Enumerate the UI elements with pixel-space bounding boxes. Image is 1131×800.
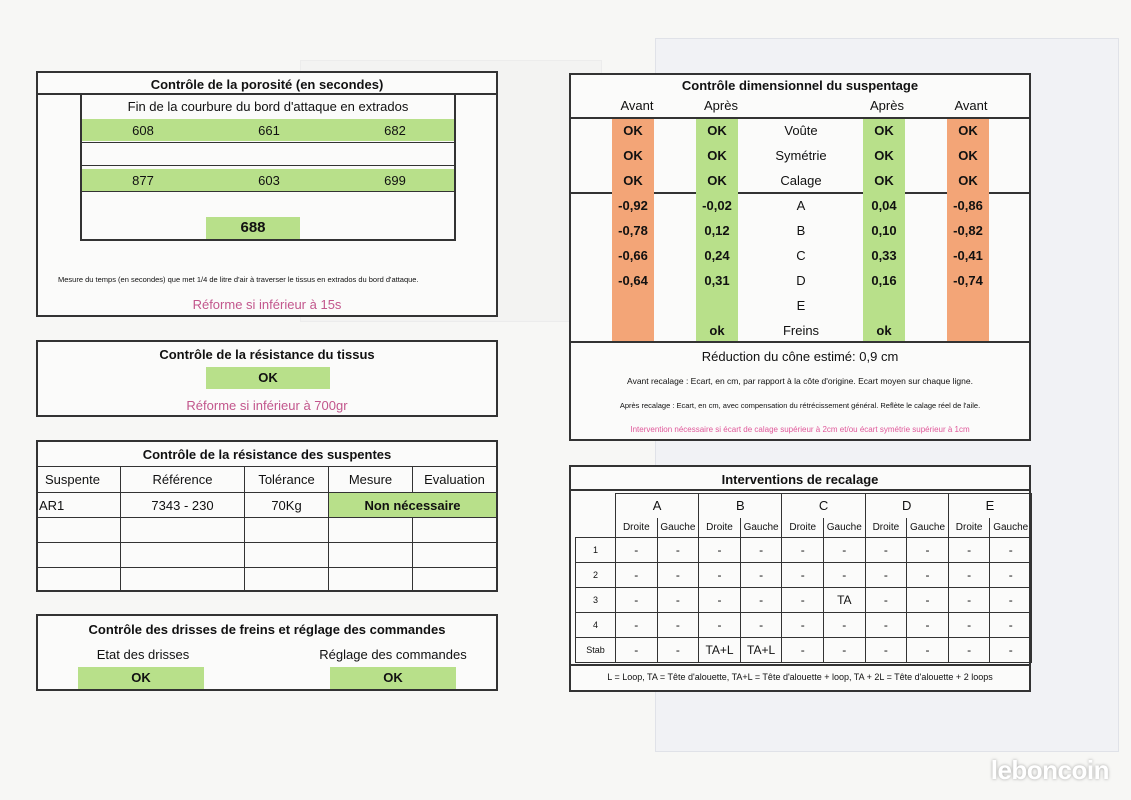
dimensional-value: -0,86 — [953, 198, 983, 213]
intervention-cell: - — [699, 613, 741, 638]
fabric-panel — [36, 340, 498, 417]
dimensional-row-label: A — [796, 198, 806, 213]
intervention-cell: - — [865, 638, 907, 663]
intervention-cell: - — [740, 613, 782, 638]
intervention-cell: - — [990, 538, 1032, 563]
dimensional-value: -0,74 — [953, 273, 983, 288]
intervention-group-header: C — [782, 494, 865, 518]
dimensional-value: -0,92 — [618, 198, 648, 213]
brakes-left-label: Etat des drisses — [96, 647, 190, 662]
intervention-cell: - — [990, 638, 1032, 663]
dimensional-value: -0,02 — [702, 198, 732, 213]
intervention-cell: - — [616, 538, 658, 563]
intervention-cell: - — [907, 613, 949, 638]
dimensional-value: OK — [707, 148, 727, 163]
dimensional-value: OK — [874, 123, 894, 138]
lines-panel — [36, 440, 498, 592]
dimensional-value: ok — [709, 323, 725, 338]
intervention-side-header: Droite — [699, 518, 741, 538]
fabric-reform: Réforme si inférieur à 700gr — [186, 398, 348, 413]
porosity-value: 682 — [384, 123, 406, 138]
dimensional-value: 0,33 — [871, 248, 897, 263]
intervention-side-header: Gauche — [740, 518, 782, 538]
brakes-panel — [36, 614, 498, 691]
dimensional-row-label: Calage — [780, 173, 822, 188]
intervention-row-label: Stab — [576, 638, 616, 663]
intervention-cell: - — [907, 538, 949, 563]
lines-header: Référence — [121, 467, 245, 493]
porosity-reform: Réforme si inférieur à 15s — [192, 297, 342, 312]
intervention-cell: TA — [824, 588, 866, 613]
intervention-cell: - — [616, 613, 658, 638]
intervention-cell: - — [865, 538, 907, 563]
intervention-cell: - — [948, 638, 990, 663]
brakes-right-label: Réglage des commandes — [319, 647, 467, 662]
porosity-value: 608 — [132, 123, 154, 138]
intervention-cell: - — [824, 563, 866, 588]
intervention-cell: - — [699, 563, 741, 588]
intervention-cell: - — [657, 638, 699, 663]
intervention-cell: - — [657, 588, 699, 613]
lines-cell-reference: 7343 - 230 — [121, 493, 245, 518]
dimensional-value: -0,66 — [618, 248, 648, 263]
intervention-cell: - — [990, 588, 1032, 613]
interventions-title: Interventions de recalage — [721, 472, 879, 487]
porosity-subtitle: Fin de la courbure du bord d'attaque en extrados — [127, 99, 409, 114]
dimensional-row-label: D — [796, 273, 806, 288]
interventions-panel — [569, 465, 1031, 692]
dimensional-value: OK — [623, 123, 643, 138]
dimensional-value: 0,04 — [871, 198, 897, 213]
intervention-cell: - — [907, 638, 949, 663]
intervention-row-label: 2 — [576, 563, 616, 588]
dimensional-row-label: Voûte — [784, 123, 818, 138]
lines-header: Suspente — [37, 467, 121, 493]
intervention-cell: - — [782, 613, 824, 638]
intervention-cell: - — [657, 563, 699, 588]
intervention-cell: - — [657, 613, 699, 638]
intervention-group-header: B — [699, 494, 782, 518]
intervention-cell: - — [990, 613, 1032, 638]
intervention-cell: - — [782, 538, 824, 563]
intervention-cell: - — [824, 638, 866, 663]
brakes-title: Contrôle des drisses de freins et réglage des commandes — [88, 622, 446, 637]
brakes-right-value: OK — [330, 667, 456, 689]
porosity-note: Mesure du temps (en secondes) que met 1/4 de litre d'air à traverser le tissus en extrados du bord d'attaque. — [58, 275, 419, 284]
intervention-cell: - — [824, 538, 866, 563]
intervention-cell: - — [740, 563, 782, 588]
dimensional-value: OK — [958, 123, 978, 138]
intervention-group-header: D — [865, 494, 948, 518]
dimensional-value: OK — [874, 148, 894, 163]
intervention-cell: - — [907, 563, 949, 588]
interventions-legend: L = Loop, TA = Tête d'alouette, TA+L = Tête d'alouette + loop, TA + 2L = Tête d'alouette + 2 loops — [607, 672, 993, 682]
intervention-cell: - — [740, 588, 782, 613]
dimensional-value: ok — [876, 323, 892, 338]
brakes-left-value: OK — [78, 667, 204, 689]
intervention-cell: - — [948, 538, 990, 563]
intervention-cell: TA+L — [740, 638, 782, 663]
dimensional-value: OK — [707, 123, 727, 138]
intervention-side-header: Gauche — [824, 518, 866, 538]
intervention-side-header: Droite — [782, 518, 824, 538]
dimensional-value: -0,78 — [618, 223, 648, 238]
dimensional-note: Après recalage : Ecart, en cm, avec compensation du rétrécissement général. Reflète le calage réel de l'aile. — [619, 401, 981, 410]
intervention-row-label: 4 — [576, 613, 616, 638]
intervention-group-header: A — [616, 494, 699, 518]
dimensional-value: OK — [623, 148, 643, 163]
dimensional-value: 0,31 — [704, 273, 730, 288]
intervention-cell: - — [699, 538, 741, 563]
intervention-cell: - — [865, 563, 907, 588]
porosity-panel — [36, 71, 498, 317]
dimensional-value: 0,16 — [871, 273, 897, 288]
dimensional-value: -0,41 — [953, 248, 983, 263]
intervention-cell: - — [948, 563, 990, 588]
intervention-side-header: Gauche — [907, 518, 949, 538]
col-header-apres: Après — [704, 98, 738, 113]
dimensional-value: OK — [623, 173, 643, 188]
dimensional-value: OK — [958, 148, 978, 163]
dimensional-note: Avant recalage : Ecart, en cm, par rapport à la côte d'origine. Ecart moyen sur chaque ligne. — [627, 376, 973, 386]
intervention-cell: - — [616, 563, 658, 588]
interventions-table — [575, 493, 1032, 663]
dimensional-note-warning: Intervention nécessaire si écart de calage supérieur à 2cm et/ou écart symétrie supérieur à 1cm — [630, 425, 970, 434]
intervention-cell: - — [865, 613, 907, 638]
dimensional-title: Contrôle dimensionnel du suspentage — [681, 78, 919, 93]
lines-title: Contrôle de la résistance des suspentes — [142, 447, 392, 462]
col-header-avant: Avant — [954, 98, 988, 113]
intervention-row-label: 1 — [576, 538, 616, 563]
dimensional-row-label: Freins — [782, 323, 820, 338]
dimensional-value: OK — [958, 173, 978, 188]
intervention-cell: - — [865, 588, 907, 613]
intervention-cell: - — [740, 538, 782, 563]
cone-reduction: Réduction du cône estimé: 0,9 cm — [701, 349, 899, 364]
intervention-group-header: E — [948, 494, 1031, 518]
intervention-cell: - — [616, 638, 658, 663]
intervention-cell: - — [616, 588, 658, 613]
intervention-cell: - — [907, 588, 949, 613]
intervention-side-header: Droite — [865, 518, 907, 538]
intervention-cell: - — [782, 588, 824, 613]
porosity-value: 603 — [258, 173, 280, 188]
dimensional-value: OK — [707, 173, 727, 188]
dimensional-value: 0,10 — [871, 223, 897, 238]
intervention-side-header: Droite — [616, 518, 658, 538]
col-header-avant: Avant — [620, 98, 654, 113]
intervention-cell: - — [990, 563, 1032, 588]
intervention-cell: TA+L — [699, 638, 741, 663]
intervention-cell: - — [948, 588, 990, 613]
intervention-cell: - — [782, 638, 824, 663]
intervention-cell: - — [657, 538, 699, 563]
dimensional-value: -0,82 — [953, 223, 983, 238]
leboncoin-watermark: leboncoin — [990, 755, 1109, 785]
dimensional-value: OK — [874, 173, 894, 188]
porosity-value: 877 — [132, 173, 154, 188]
porosity-value: 661 — [258, 123, 280, 138]
lines-cell-tolerance: 70Kg — [245, 493, 329, 518]
intervention-side-header: Gauche — [657, 518, 699, 538]
intervention-row-label: 3 — [576, 588, 616, 613]
lines-cell-evaluation: Non nécessaire — [329, 493, 497, 518]
dimensional-value: 0,12 — [704, 223, 730, 238]
fabric-result: OK — [206, 367, 330, 389]
porosity-average: 688 — [206, 217, 300, 239]
intervention-side-header: Droite — [948, 518, 990, 538]
lines-header: Evaluation — [413, 467, 497, 493]
fabric-title: Contrôle de la résistance du tissus — [159, 347, 375, 362]
lines-header: Tolérance — [245, 467, 329, 493]
dimensional-panel — [569, 73, 1031, 441]
lines-cell-suspente: AR1 — [37, 493, 121, 518]
dimensional-row-label: B — [796, 223, 806, 238]
dimensional-value: 0,24 — [704, 248, 730, 263]
porosity-title: Contrôle de la porosité (en secondes) — [150, 77, 384, 92]
col-header-apres: Après — [870, 98, 904, 113]
intervention-cell: - — [782, 563, 824, 588]
dimensional-row-label: C — [796, 248, 806, 263]
intervention-cell: - — [824, 613, 866, 638]
intervention-side-header: Gauche — [990, 518, 1032, 538]
dimensional-value: -0,64 — [618, 273, 648, 288]
intervention-cell: - — [699, 588, 741, 613]
dimensional-row-label: E — [796, 298, 806, 313]
porosity-value: 699 — [384, 173, 406, 188]
lines-table — [36, 466, 497, 592]
intervention-cell: - — [948, 613, 990, 638]
dimensional-row-label: Symétrie — [775, 148, 827, 163]
lines-header: Mesure — [329, 467, 413, 493]
